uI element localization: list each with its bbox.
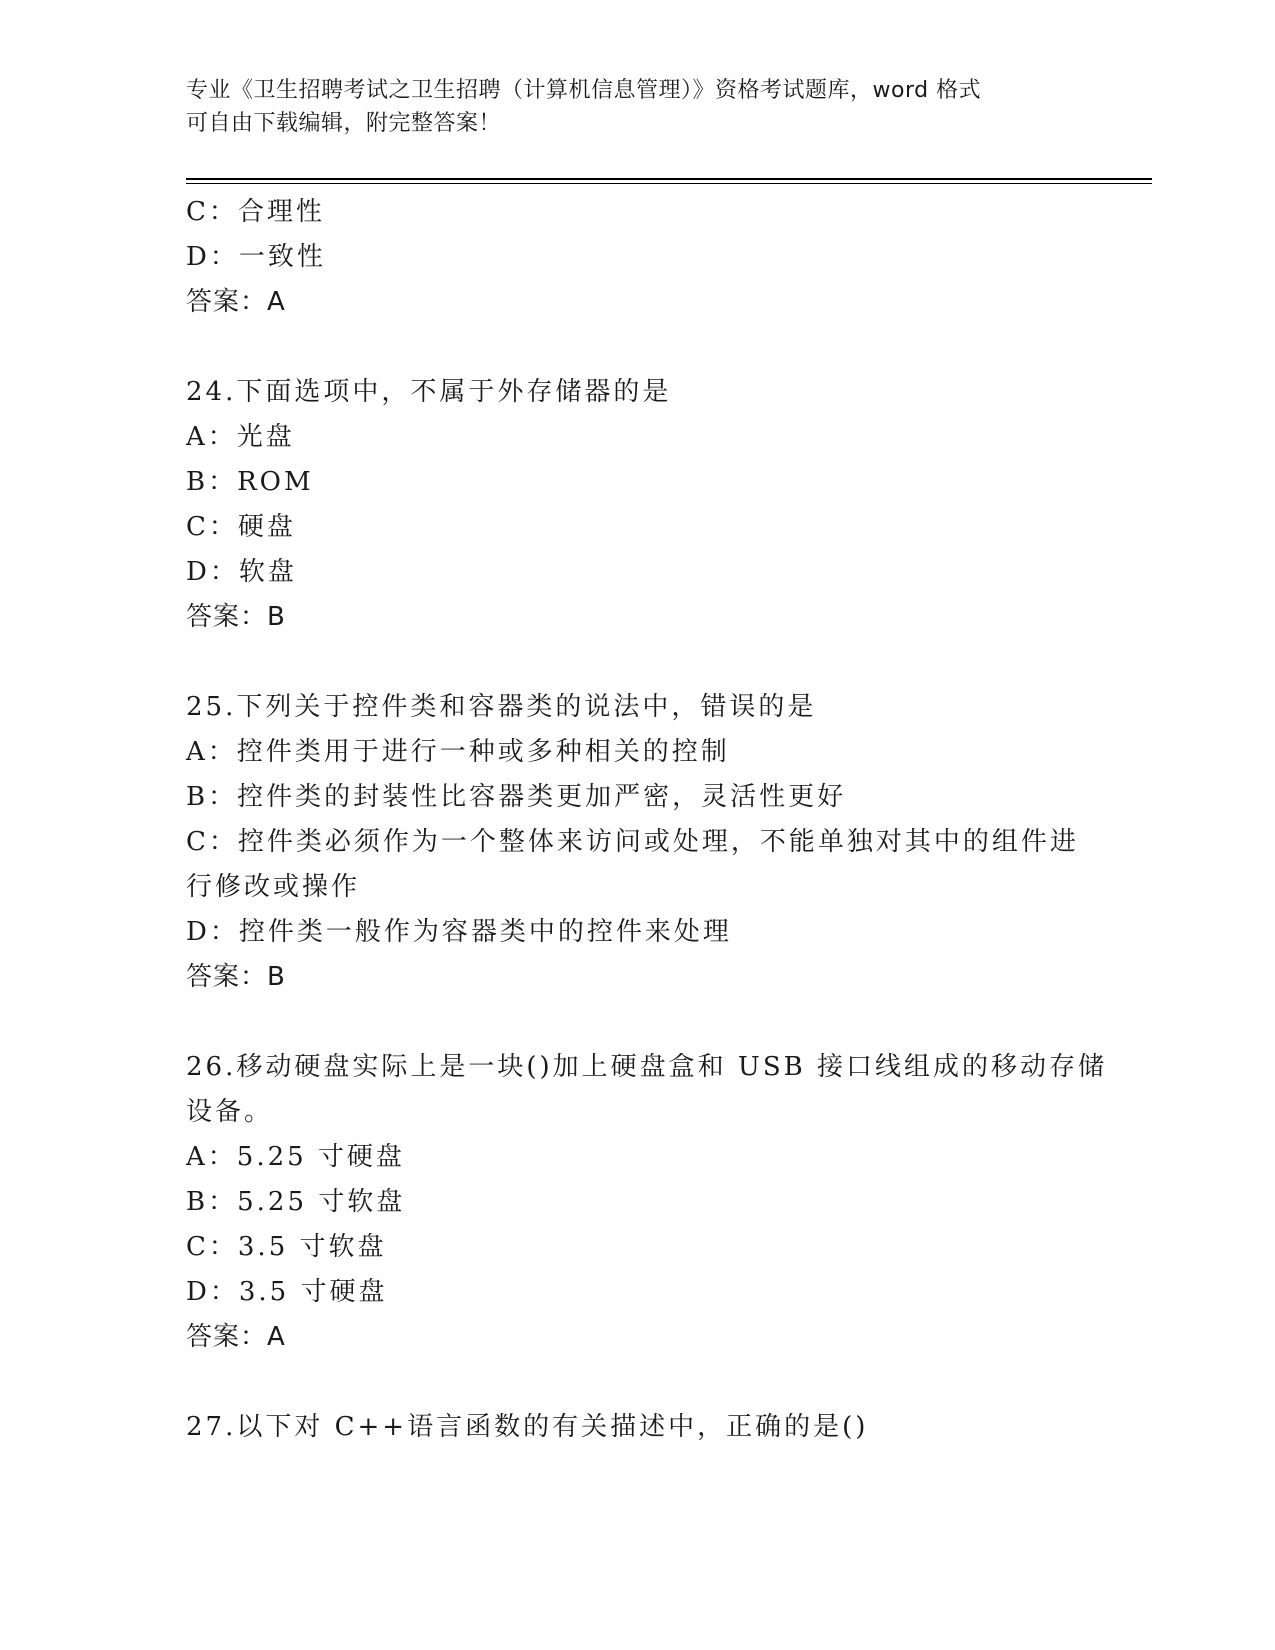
header-divider-thin [186,183,1152,184]
answer-line: 答案：A [186,1322,286,1352]
spacer [186,1360,1086,1405]
question-27 [186,1405,1086,1450]
question-text: 24.下面选项中，不属于外存储器的是 [186,377,672,407]
option-b: B：5.25 寸软盘 [186,1187,406,1217]
option-a: A：5.25 寸硬盘 [186,1142,405,1172]
question-list [186,190,1107,1450]
question-23-fragment [186,190,1086,325]
answer-line: 答案：B [186,602,286,632]
question-text-line-2: 设备。 [186,1097,274,1127]
header-divider-thick [186,178,1152,180]
option-c: C：合理性 [186,197,325,227]
option-a: A：控件类用于进行一种或多种相关的控制 [186,737,730,767]
option-d: D：软盘 [186,557,297,587]
question-25 [186,685,1086,1000]
question-24 [186,370,1086,640]
question-26 [186,1045,1107,1360]
question-text: 25.下列关于控件类和容器类的说法中，错误的是 [186,692,817,722]
answer-line: 答案：B [186,962,286,992]
header-line-2: 可自由下载编辑，附完整答案！ [186,111,502,136]
document-header [186,74,1086,140]
option-c: C：3.5 寸软盘 [186,1232,387,1262]
header-line-1: 专业《卫生招聘考试之卫生招聘（计算机信息管理）》资格考试题库，word 格式 [186,78,982,103]
option-d: D：3.5 寸硬盘 [186,1277,388,1307]
option-c-line-2: 行修改或操作 [186,872,361,902]
option-a: A：光盘 [186,422,295,452]
spacer [186,1000,1086,1045]
spacer [186,325,1086,370]
option-d: D：一致性 [186,242,326,272]
answer-line: 答案：A [186,287,286,317]
option-d: D：控件类一般作为容器类中的控件来处理 [186,917,732,947]
option-c: C：硬盘 [186,512,296,542]
question-text: 27.以下对 C++语言函数的有关描述中，正确的是() [186,1412,869,1442]
option-b: B：ROM [186,467,314,497]
option-c-line-1: C：控件类必须作为一个整体来访问或处理，不能单独对其中的组件进 [186,827,1079,857]
spacer [186,640,1086,685]
question-text-line-1: 26.移动硬盘实际上是一块()加上硬盘盒和 USB 接口线组成的移动存储 [186,1052,1107,1082]
option-b: B：控件类的封装性比容器类更加严密，灵活性更好 [186,782,847,812]
